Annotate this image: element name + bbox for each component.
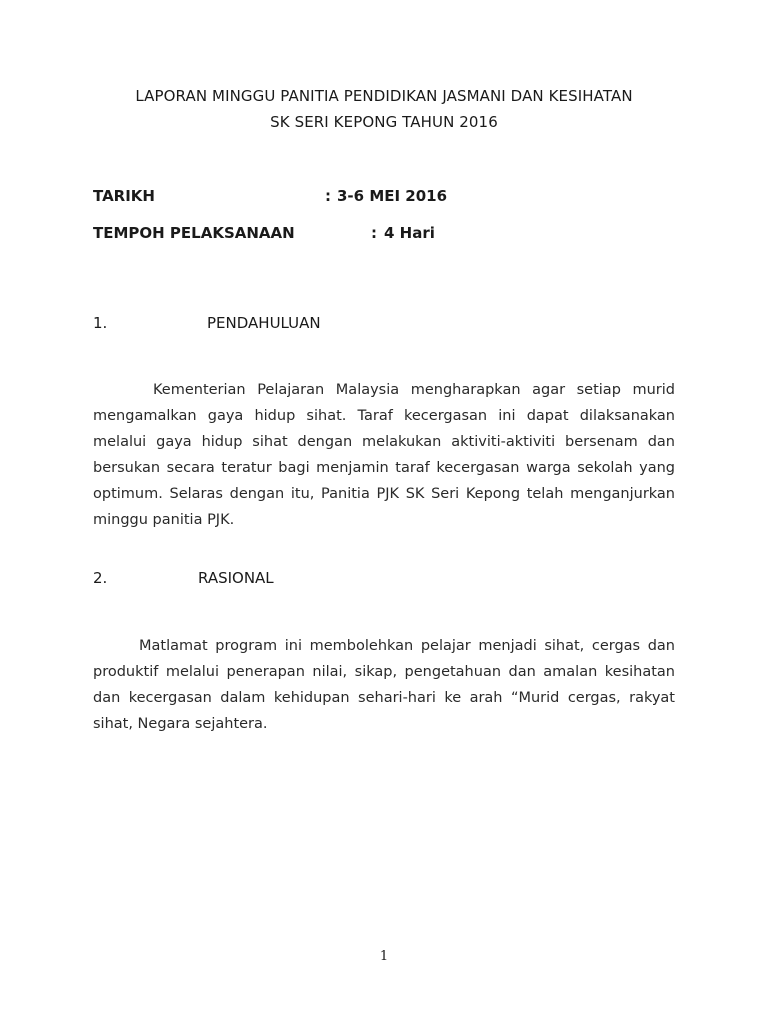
tarikh-value: 3-6 MEI 2016 (337, 187, 448, 205)
page-number: 1 (379, 949, 389, 964)
tempoh-label: TEMPOH PELAKSANAAN (93, 224, 295, 242)
section-2-number: 2. (93, 569, 108, 587)
section-2-heading: RASIONAL (198, 569, 274, 587)
document-title-line-2: SK SERI KEPONG TAHUN 2016 (270, 113, 498, 131)
section-1-heading: PENDAHULUAN (207, 314, 321, 332)
tempoh-separator: : (371, 224, 377, 242)
tarikh-separator: : (325, 187, 331, 205)
section-2-paragraph: Matlamat program ini membolehkan pelajar menjadi sihat, cergas dan produktif melalui penerapan nilai, sikap, pengetahuan dan amalan kesihatan dan kecergasan dalam kehidupan sehari-hari ke arah “Murid cergas, rakyat sihat, Negara sejahtera. (93, 637, 675, 732)
tempoh-value: 4 Hari (384, 224, 435, 242)
tarikh-label: TARIKH (93, 187, 155, 205)
section-1-number: 1. (93, 314, 108, 332)
section-1-paragraph: Kementerian Pelajaran Malaysia mengharapkan agar setiap murid mengamalkan gaya hidup sihat. Taraf kecergasan ini dapat dilaksanakan melalui gaya hidup sihat dengan melakukan aktiviti-aktiviti bersenam dan bersukan secara teratur bagi menjamin taraf kecergasan warga sekolah yang optimum. Selaras dengan itu, Panitia PJK SK Seri Kepong telah menganjurkan minggu panitia PJK. (93, 381, 675, 528)
document-title-line-1: LAPORAN MINGGU PANITIA PENDIDIKAN JASMANI DAN KESIHATAN (135, 87, 633, 105)
